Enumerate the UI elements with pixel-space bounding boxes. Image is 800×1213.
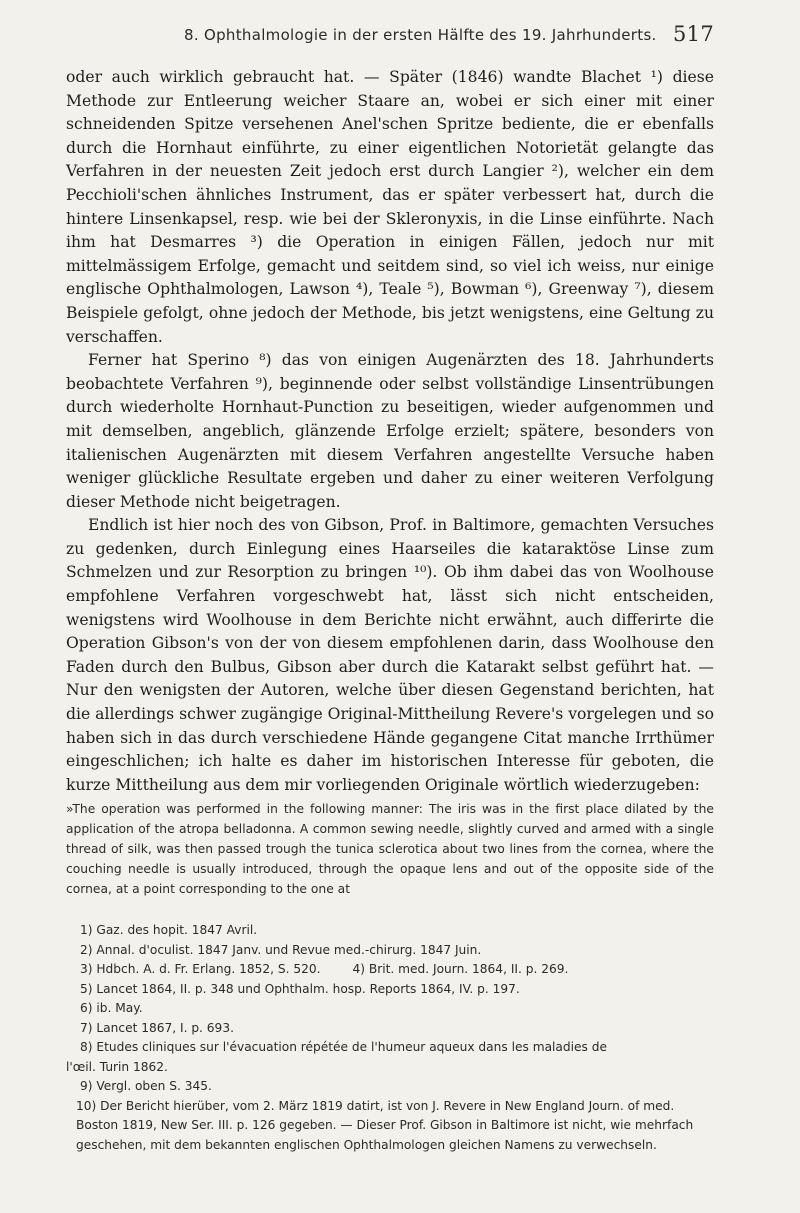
footnote-6: 6) ib. May. — [80, 1001, 143, 1016]
footnote-7: 7) Lancet 1867, I. p. 693. — [80, 1020, 234, 1035]
footnote-8: 8) Etudes cliniques sur l'évacuation répétée de l'humeur aqueux dans les maladies de — [80, 1040, 607, 1055]
english-quotation: »The operation was performed in the following manner: The iris was in the first place dilated by the application of the atropa belladonna. A common sewing needle, slightly curved and armed with a single thread of silk, was then passed trough the tunica sclerotica about two lines from the cornea, where the couching needle is usually introduced, through the opaque lens and out of the opposite side of the cornea, at a point corresponding to the one at — [66, 802, 714, 897]
footnote-1: 1) Gaz. des hopit. 1847 Avril. — [80, 923, 258, 938]
paragraph-1: oder auch wirklich gebraucht hat. — Später (1846) wandte Blachet ¹) diese Methode zur Entleerung weicher Staare an, wobei er sich einer mit einer schneidenden Spitze versehenen Anel'schen Spritze bediente, die er ebenfalls durch die Hornhaut einführte, zu einer eigentlichen Notorietät gelangte das Verfahren in der neuesten Zeit jedoch erst durch Langier ²), welcher ein dem Pecchioli'schen ähnliches Instrument, das er später verbessert hat, durch die hintere Linsenkapsel, resp. wie bei der Skleronyxis, in die Linse einführte. Nach ihm hat Desmarres ³) die Operation in einigen Fällen, jedoch nur mit mittelmässigem Erfolge, gemacht und seitdem sind, so viel ich weiss, nur einige englische Ophthalmologen, Lawson ⁴), Teale ⁵), Bowman ⁶), Greenway ⁷), diesem Beispiele gefolgt, ohne jedoch der Methode, bis jetzt wenigstens, eine Geltung zu verschaffen. — [66, 68, 714, 346]
footnote-8-continued: l'œil. Turin 1862. — [66, 1059, 168, 1074]
running-title: 8. Ophthalmologie in der ersten Hälfte des 19. Jahrhunderts. — [184, 26, 657, 44]
main-text — [66, 66, 714, 797]
page-number: 517 — [673, 22, 714, 46]
running-head — [66, 22, 714, 66]
footnote-2: 2) Annal. d'oculist. 1847 Janv. und Revue med.-chirurg. 1847 Juin. — [80, 942, 482, 957]
footnotes — [66, 921, 714, 1155]
paragraph-2: Ferner hat Sperino ⁸) das von einigen Augenärzten des 18. Jahrhunderts beobachtete Verfahren ⁹), beginnende oder selbst vollständige Linsentrübungen durch wiederholte Hornhaut-Punction zu beseitigen, wieder aufgenommen und mit demselben, angeblich, glänzende Erfolge erzielt; spätere, besonders von italienischen Augenärzten mit diesem Verfahren angestellte Versuche haben weniger glückliche Resultate ergeben und daher zu einer weiteren Verfolgung dieser Methode nicht beigetragen. — [66, 351, 714, 511]
footnote-9: 9) Vergl. oben S. 345. — [80, 1079, 212, 1094]
footnote-4: 4) Brit. med. Journ. 1864, II. p. 269. — [352, 962, 569, 977]
footnote-5: 5) Lancet 1864, II. p. 348 und Ophthalm. hosp. Reports 1864, IV. p. 197. — [80, 981, 520, 996]
footnote-10: 10) Der Bericht hierüber, vom 2. März 1819 datirt, ist von J. Revere in New England Journ. of med. Boston 1819, New Ser. III. p. 126 gegeben. — Dieser Prof. Gibson in Baltimore ist nicht, wie mehrfach geschehen, mit dem bekannten englischen Ophthalmologen gleichen Namens zu verwechseln. — [76, 1098, 694, 1152]
paragraph-3: Endlich ist hier noch des von Gibson, Prof. in Baltimore, gemachten Versuches zu gedenken, durch Einlegung eines Haarseiles die kataraktöse Linse zum Schmelzen und zur Resorption zu bringen ¹⁰). Ob ihm dabei das von Woolhouse empfohlene Verfahren vorgeschwebt hat, lässt sich nicht entscheiden, wenigstens wird Woolhouse in dem Berichte nicht erwähnt, auch differirte die Operation Gibson's von der von diesem empfohlenen darin, dass Woolhouse den Faden durch den Bulbus, Gibson aber durch die Katarakt selbst geführt hat. — Nur den wenigsten der Autoren, welche über diesen Gegenstand berichten, hat die allerdings schwer zugängige Original-Mittheilung Revere's vorgelegen und so haben sich in das durch verschiedene Hände gegangene Citat manche Irrthümer eingeschlichen; ich halte es daher im historischen Interesse für geboten, die kurze Mittheilung aus dem mir vorliegenden Originale wörtlich wiederzugeben: — [66, 516, 714, 794]
footnote-3: 3) Hdbch. A. d. Fr. Erlang. 1852, S. 520. — [80, 962, 321, 977]
footnote-row-3-4 — [66, 960, 714, 980]
